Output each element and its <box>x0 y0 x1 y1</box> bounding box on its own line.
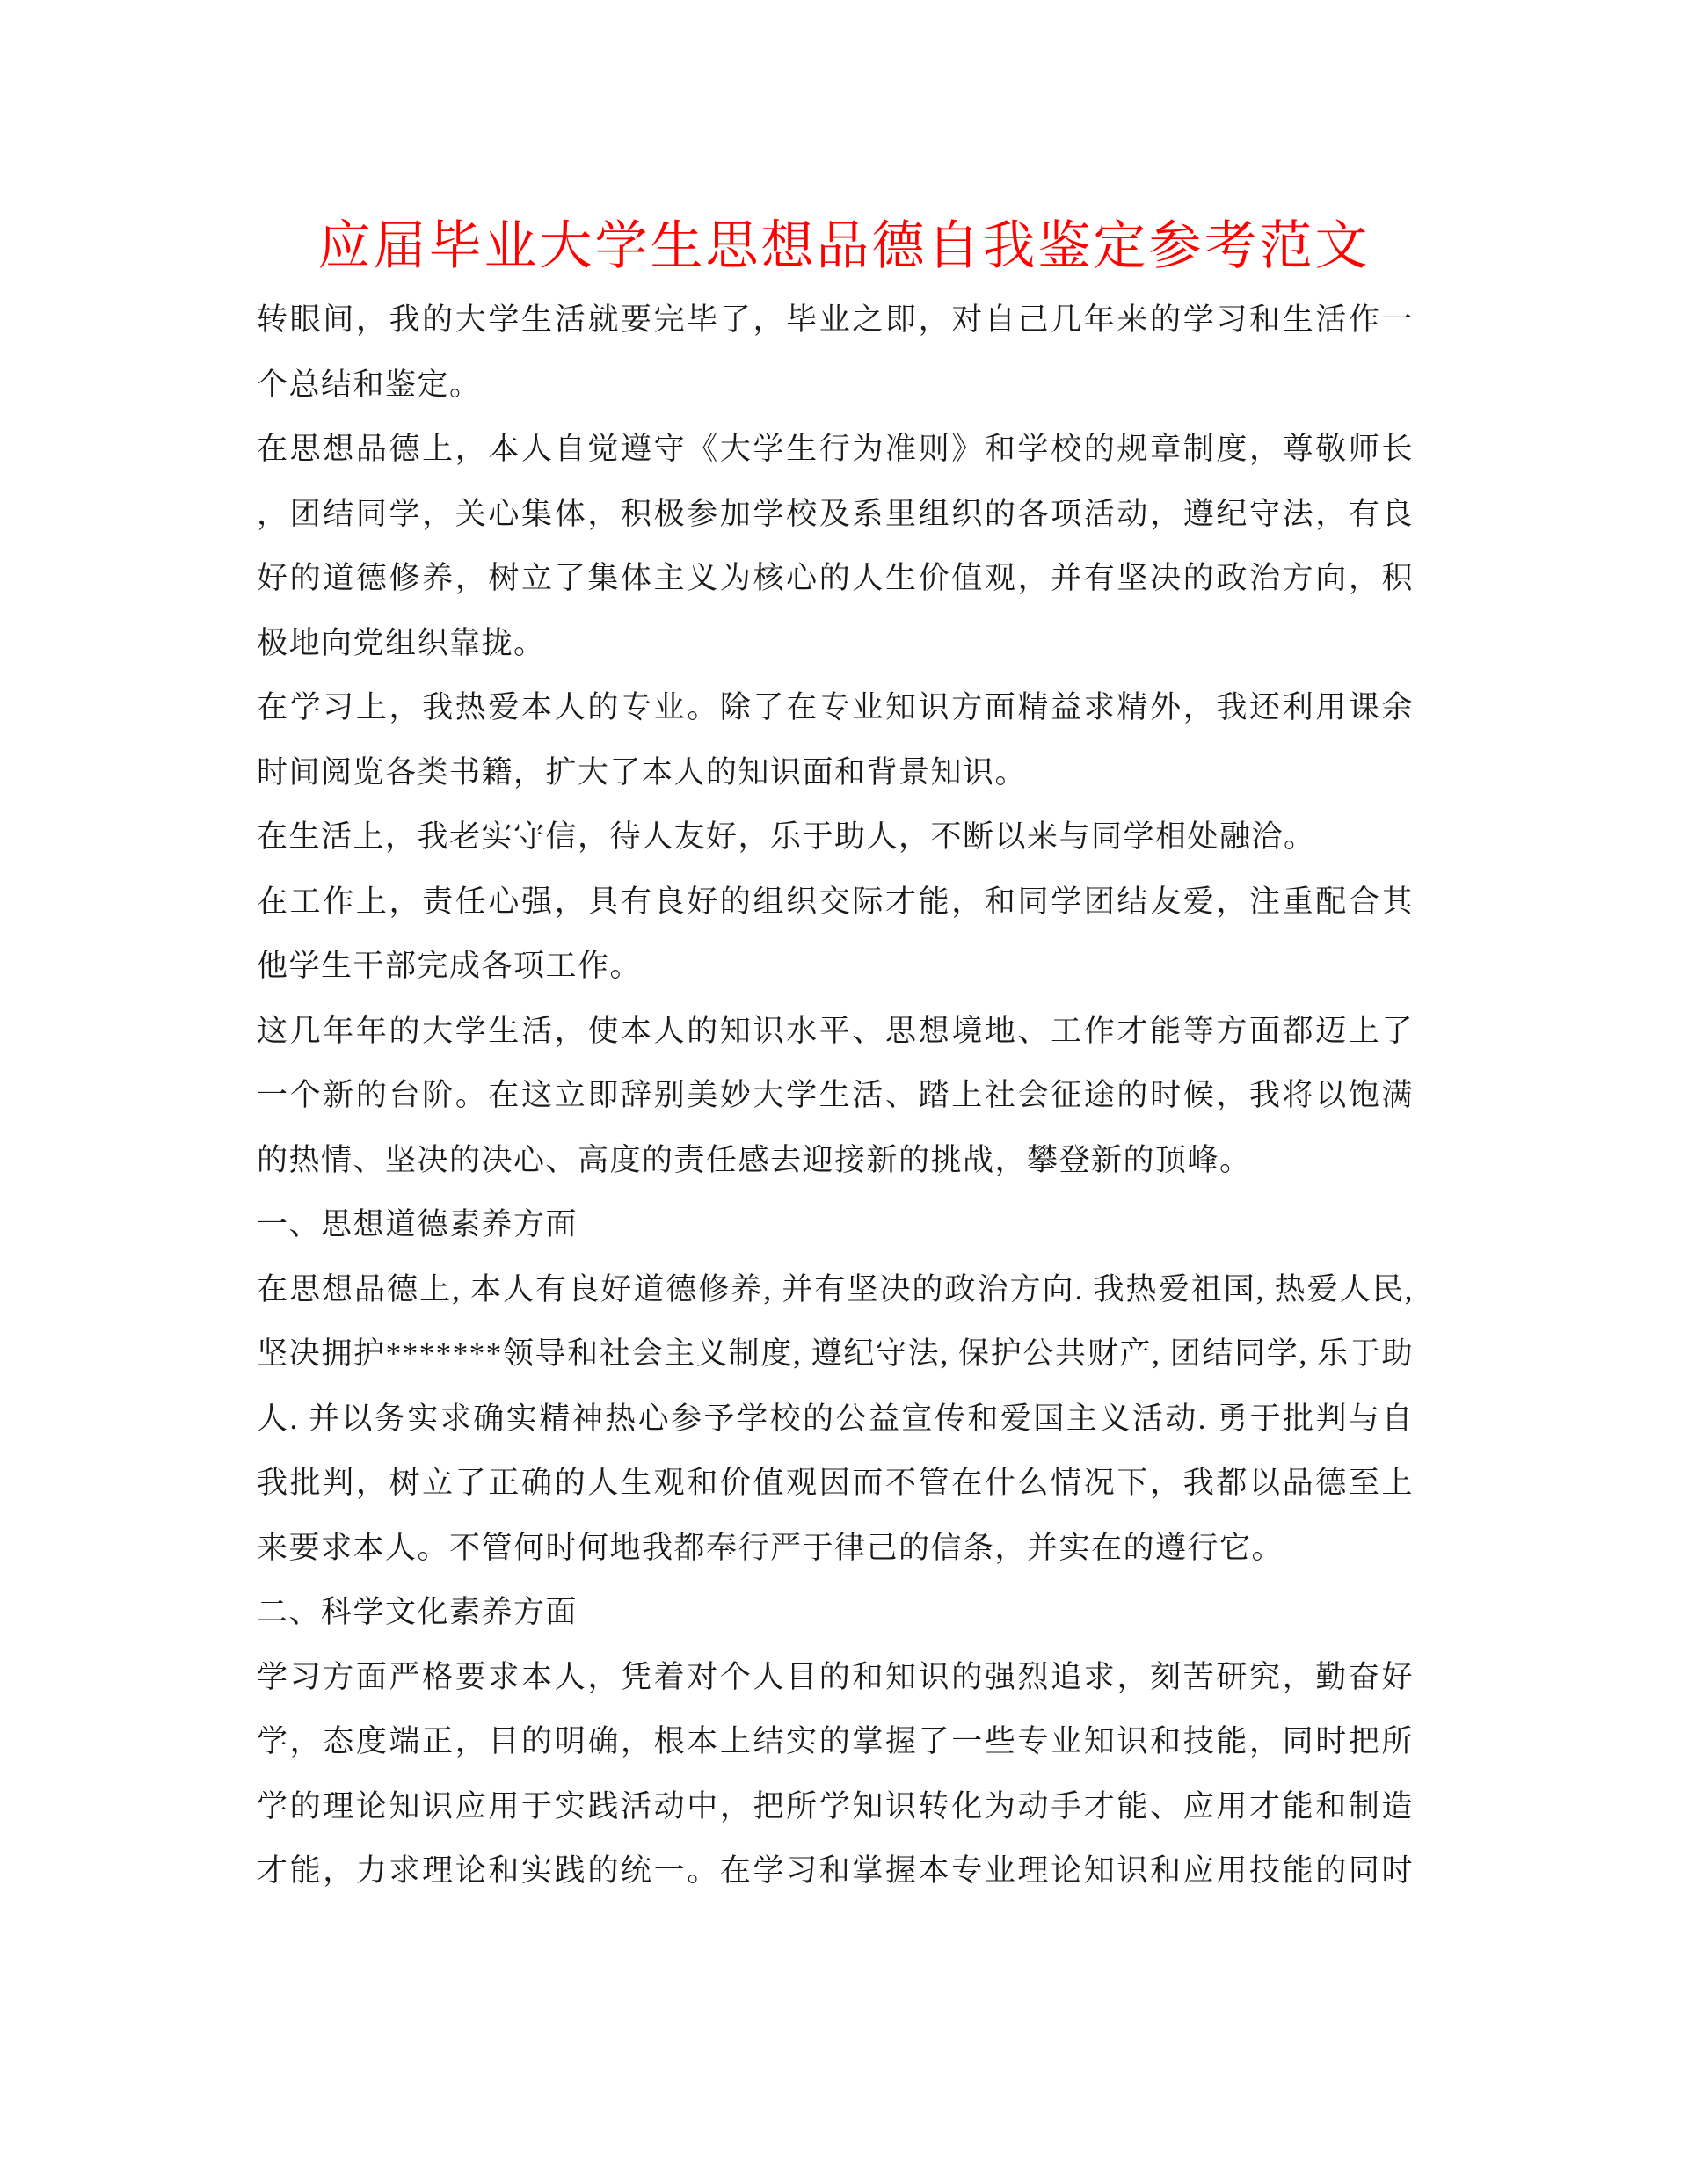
body-line: 这几年年的大学生活，使本人的知识水平、思想境地、工作才能等方面都迈上了 <box>257 1013 1414 1048</box>
body-line: 时间阅览各类书籍，扩大了本人的知识面和背景知识。 <box>257 754 1028 790</box>
section-heading-1: 一、思想道德素养方面 <box>257 1207 578 1241</box>
body-line: 在学习上，我热爱本人的专业。除了在专业知识方面精益求精外，我还利用课余 <box>257 690 1414 724</box>
body-line: 的热情、坚决的决心、高度的责任感去迎接新的挑战，攀登新的顶峰。 <box>257 1142 1252 1177</box>
body-line: 来要求本人。不管何时何地我都奉行严于律己的信条，并实在的遵行它。 <box>257 1530 1284 1565</box>
body-line: 转眼间，我的大学生活就要完毕了，毕业之即，对自己几年来的学习和生活作一 <box>257 302 1414 337</box>
body-line: 在思想品德上，本人自觉遵守《大学生行为准则》和学校的规章制度，尊敬师长 <box>257 432 1414 466</box>
body-line: 学的理论知识应用于实践活动中，把所学知识转化为动手才能、应用才能和制造 <box>257 1788 1414 1824</box>
body-line: 学，态度端正，目的明确，根本上结实的掌握了一些专业知识和技能，同时把所 <box>257 1724 1414 1758</box>
body-line: 他学生干部完成各项工作。 <box>257 949 643 983</box>
document-title: 应届毕业大学生思想品德自我鉴定参考范文 <box>317 217 1371 275</box>
body-line: 才能，力求理论和实践的统一。在学习和掌握本专业理论知识和应用技能的同时 <box>257 1853 1414 1888</box>
body-line: 学习方面严格要求本人，凭着对个人目的和知识的强烈追求，刻苦研究，勤奋好 <box>257 1659 1414 1694</box>
body-line: 一个新的台阶。在这立即辞别美妙大学生活、踏上社会征途的时候，我将以饱满 <box>257 1078 1414 1112</box>
body-line: ，团结同学，关心集体，积极参加学校及系里组织的各项活动，遵纪守法，有良 <box>257 496 1414 531</box>
section-heading-2: 二、科学文化素养方面 <box>257 1595 578 1629</box>
body-line: 在思想品德上, 本人有良好道德修养, 并有坚决的政治方向. 我热爱祖国, 热爱人民, <box>257 1271 1414 1307</box>
body-line: 人. 并以务实求确实精神热心参予学校的公益宣传和爱国主义活动. 勇于批判与自 <box>257 1401 1414 1436</box>
body-line: 在工作上，责任心强，具有良好的组织交际才能，和同学团结友爱，注重配合其 <box>257 884 1414 919</box>
body-line: 坚决拥护*******领导和社会主义制度, 遵纪守法, 保护公共财产, 团结同学, 乐于助 <box>257 1336 1414 1371</box>
body-line: 个总结和鉴定。 <box>257 367 482 402</box>
body-line: 我批判，树立了正确的人生观和价值观因而不管在什么情况下，我都以品德至上 <box>257 1466 1414 1500</box>
body-line: 极地向党组织靠拢。 <box>257 625 546 660</box>
document-body <box>257 295 1426 1911</box>
body-line: 好的道德修养，树立了集体主义为核心的人生价值观，并有坚决的政治方向，积 <box>257 561 1414 595</box>
body-line: 在生活上，我老实守信，待人友好，乐于助人，不断以来与同学相处融洽。 <box>257 819 1316 854</box>
